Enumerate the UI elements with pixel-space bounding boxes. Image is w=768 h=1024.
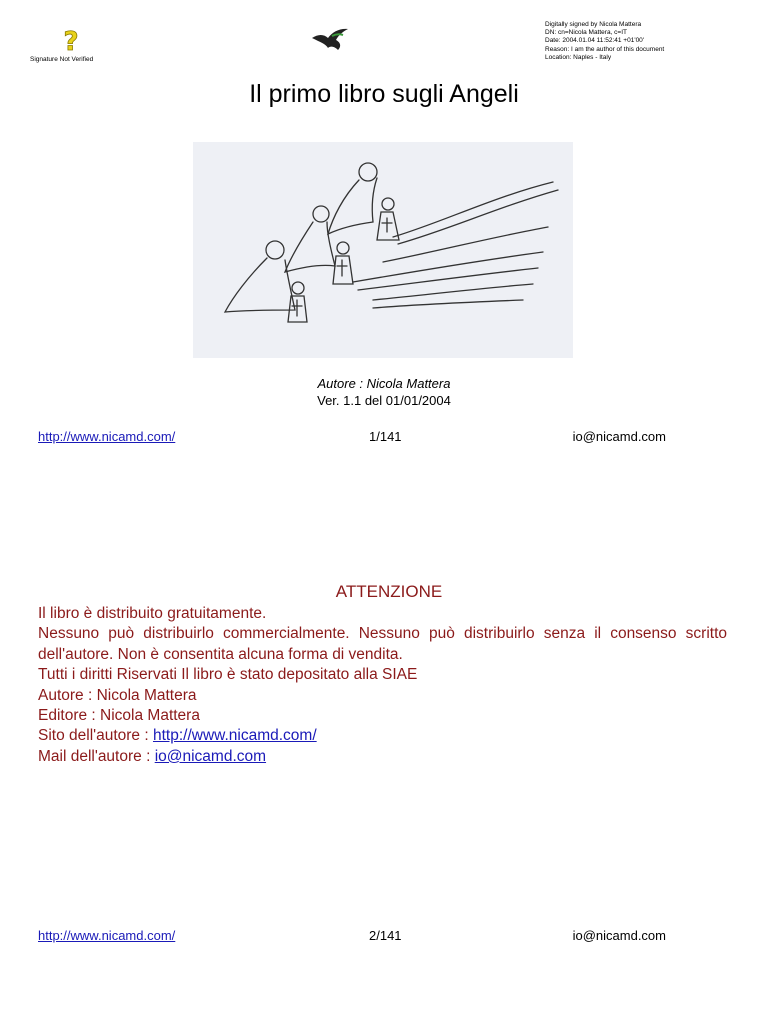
notice-line: Nessuno può distribuirlo commercialmente. Nessuno può distribuirlo senza il consenso scritto dell'autore. Non è consentita alcuna forma di vendita. <box>38 625 727 663</box>
page-number: 1/141 <box>369 429 402 444</box>
page-footer <box>38 429 666 445</box>
version-line: Ver. 1.1 del 01/01/2004 <box>317 393 451 408</box>
notice-line: Editore : Nicola Mattera <box>38 707 200 725</box>
signature-question-icon[interactable] <box>58 26 84 56</box>
angels-sketch-illustration <box>193 142 573 358</box>
footer-email: io@nicamd.com <box>572 429 666 444</box>
footer-site-link[interactable]: http://www.nicamd.com/ <box>38 429 176 444</box>
footer-site-link[interactable]: http://www.nicamd.com/ <box>38 928 176 943</box>
footer-email: io@nicamd.com <box>572 928 666 943</box>
notice-line: Il libro è distribuito gratuitamente. <box>38 605 267 622</box>
site-label: Sito dell'autore : <box>38 727 153 745</box>
page-footer <box>38 928 666 944</box>
attention-heading: ATTENZIONE <box>335 582 443 601</box>
author-mail-link[interactable]: io@nicamd.com <box>154 747 267 765</box>
signature-line: DN: cn=Nicola Mattera, c=IT <box>545 29 627 37</box>
document-title: Il primo libro sugli Angeli <box>249 80 519 108</box>
author-line: Autore : Nicola Mattera <box>317 376 451 391</box>
svg-text:?: ? <box>63 27 79 56</box>
author-mail-line <box>38 747 727 767</box>
signature-status-label: Signature Not Verified <box>30 56 94 63</box>
notice-line: Autore : Nicola Mattera <box>38 686 197 704</box>
digital-signature-details <box>545 21 664 62</box>
author-site-link[interactable]: http://www.nicamd.com/ <box>152 727 317 745</box>
notice-line: Tutti i diritti Riservati Il libro è stato depositato alla SIAE <box>38 666 418 684</box>
mail-label: Mail dell'autore : <box>38 747 155 765</box>
bird-logo-icon <box>308 24 352 54</box>
signature-line: Digitally signed by Nicola Mattera <box>545 21 642 28</box>
signature-line: Reason: I am the author of this document <box>545 45 665 53</box>
signature-line: Location: Naples - Italy <box>545 53 612 61</box>
page-number: 2/141 <box>369 928 402 943</box>
signature-line: Date: 2004.01.04 11:52:41 +01'00' <box>545 37 645 45</box>
notice-block <box>38 604 727 767</box>
author-site-line <box>38 726 727 746</box>
